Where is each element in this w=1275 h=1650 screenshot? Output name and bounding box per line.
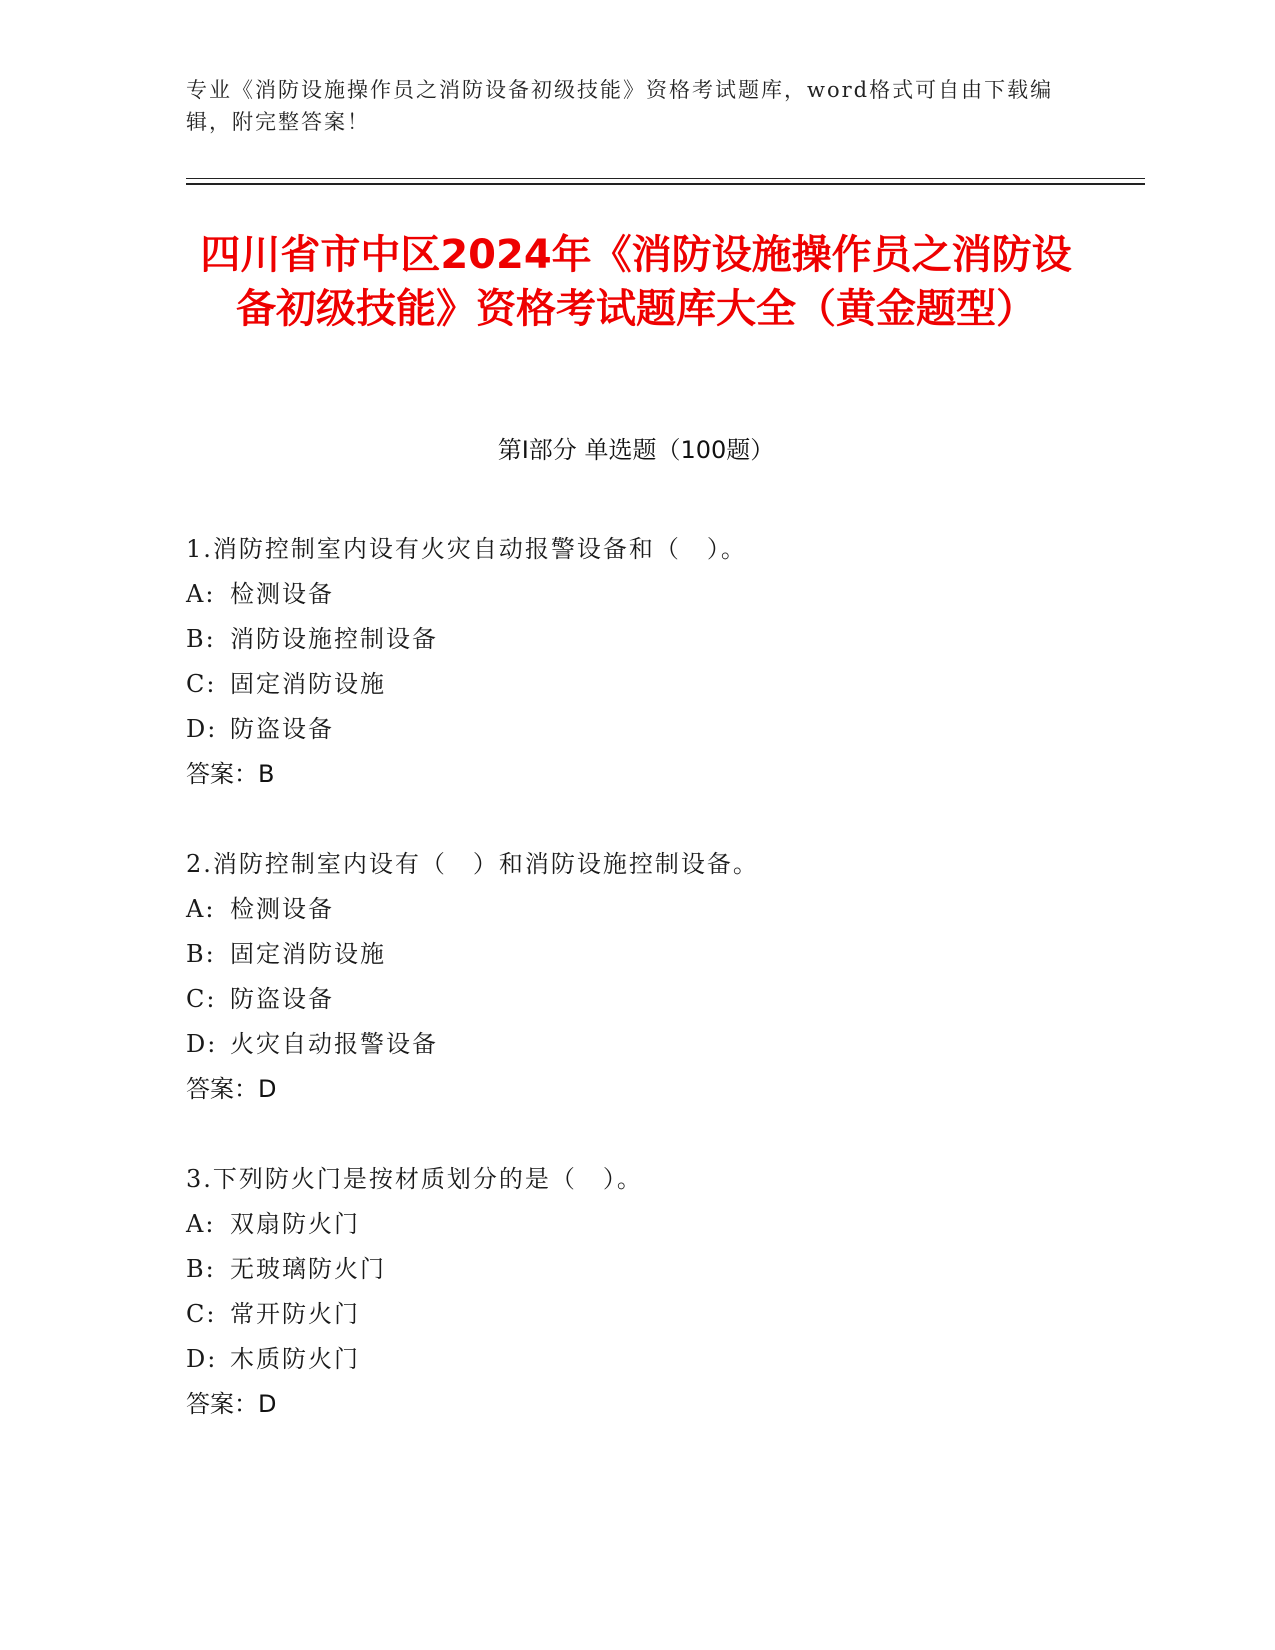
option-text: 无玻璃防火门 — [230, 1255, 386, 1283]
answer-line: 答案：D — [186, 1390, 277, 1418]
option-letter: D: — [186, 1345, 218, 1373]
section-heading: 第I部分 单选题（100题） — [497, 436, 775, 464]
question-item — [186, 527, 1126, 797]
question-stem: 1.消防控制室内设有火灾自动报警设备和（ ）。 — [186, 535, 747, 563]
option-letter: A: — [186, 895, 216, 923]
option-text: 木质防火门 — [230, 1345, 360, 1373]
option-letter: C: — [186, 670, 217, 698]
option-c — [186, 662, 1126, 707]
option-a — [186, 887, 1126, 932]
option-text: 常开防火门 — [230, 1300, 360, 1328]
question-list — [186, 527, 1126, 1472]
option-text: 火灾自动报警设备 — [230, 1030, 438, 1058]
option-a — [186, 572, 1126, 617]
option-text: 双扇防火门 — [230, 1210, 360, 1238]
header-divider-thin — [186, 178, 1145, 179]
answer-line: 答案：B — [186, 760, 275, 788]
option-b — [186, 1247, 1126, 1292]
question-stem: 2.消防控制室内设有（ ）和消防设施控制设备。 — [186, 850, 759, 878]
header-note: 专业《消防设施操作员之消防设备初级技能》资格考试题库，word格式可自由下载编辑，附完整答案！ — [186, 78, 1054, 134]
option-letter: A: — [186, 580, 216, 608]
option-letter: B: — [186, 1255, 216, 1283]
option-text: 固定消防设施 — [230, 670, 386, 698]
question-item — [186, 842, 1126, 1112]
option-letter: B: — [186, 625, 216, 653]
option-d — [186, 1337, 1126, 1382]
option-b — [186, 617, 1126, 662]
option-text: 检测设备 — [230, 580, 334, 608]
option-letter: B: — [186, 940, 216, 968]
option-text: 固定消防设施 — [230, 940, 386, 968]
option-d — [186, 1022, 1126, 1067]
option-text: 检测设备 — [230, 895, 334, 923]
answer-line: 答案：D — [186, 1075, 277, 1103]
question-item — [186, 1157, 1126, 1427]
option-letter: D: — [186, 715, 218, 743]
document-title: 四川省市中区2024年《消防设施操作员之消防设备初级技能》资格考试题库大全（黄金题型） — [200, 232, 1072, 332]
question-stem: 3.下列防火门是按材质划分的是（ ）。 — [186, 1165, 643, 1193]
option-b — [186, 932, 1126, 977]
option-text: 消防设施控制设备 — [230, 625, 438, 653]
header-divider-thick — [186, 183, 1145, 185]
option-c — [186, 1292, 1126, 1337]
option-text: 防盗设备 — [230, 985, 334, 1013]
option-text: 防盗设备 — [230, 715, 334, 743]
option-a — [186, 1202, 1126, 1247]
option-letter: A: — [186, 1210, 216, 1238]
option-letter: C: — [186, 985, 217, 1013]
option-c — [186, 977, 1126, 1022]
option-letter: D: — [186, 1030, 218, 1058]
option-d — [186, 707, 1126, 752]
option-letter: C: — [186, 1300, 217, 1328]
